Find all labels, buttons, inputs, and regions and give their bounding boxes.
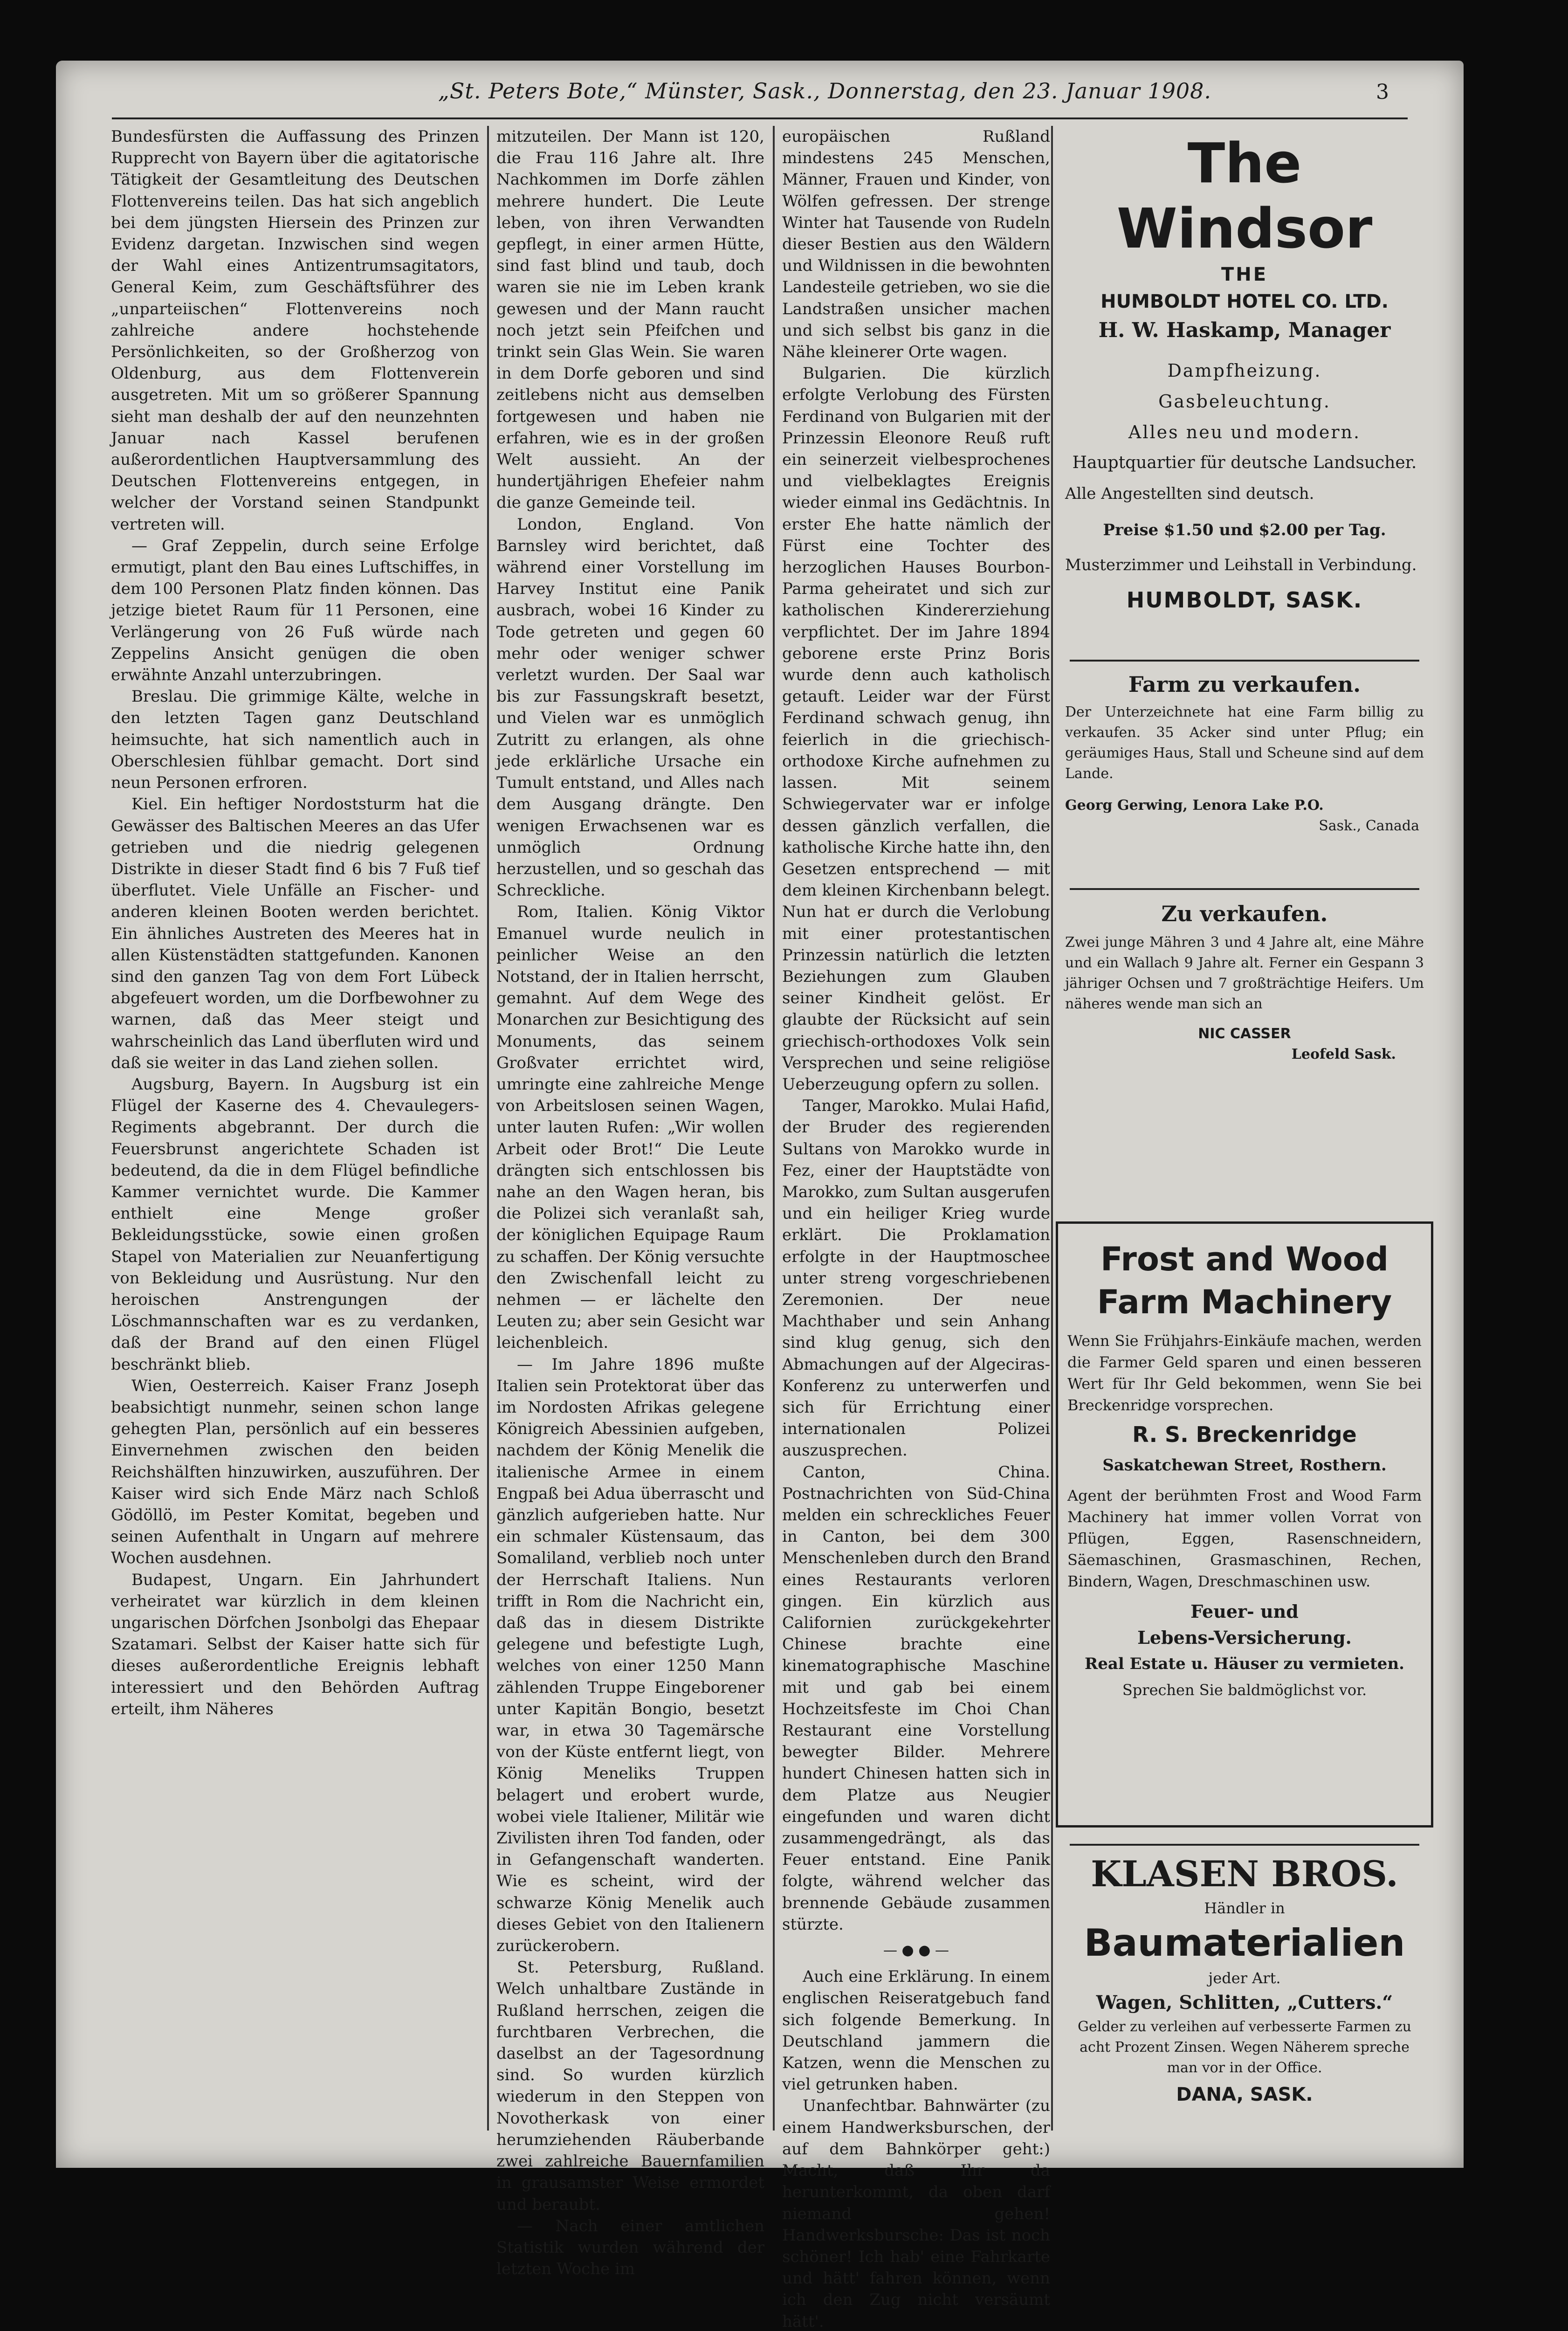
ad-farm-for-sale: [1056, 667, 1433, 881]
article-london: London, England. Von Barnsley wird berichtet, daß während einer Vorstellung im Harvey Institut eine Panik ausbrach, wobei 16 Kinder zu Tode getreten und gegen 60 mehr oder weniger schwer verletzt wurden. Der Saal war bis zur Fassungskraft besetzt, und Vielen war es unmöglich Zutritt zu erlangen, als ohne jede erklärliche Ursache ein Tumult entstand, und Alles nach dem Ausgang drängte. Den wenigen Erwachsenen war es unmöglich Ordnung herzustellen, und so geschah das Schreckliche.: [496, 515, 764, 900]
article-flottenverein: Bundesfürsten die Auffassung des Prinzen Rupprecht von Bayern über die agitatorische Tätigkeit der Gesamtleitung des Deutschen Flottenvereins teilen. Das hat sich angeblich bei dem jüngsten Hiersein des Prinzen zur Evidenz dargetan. Inzwischen sind wegen der Wahl eines Antizentrumsagitators, General Keim, zum Geschäftsführer des „unparteiischen“ Flottenvereins noch zahlreiche andere hochstehende Persönlichkeiten, so der Großherzog von Oldenburg, aus dem Flottenverein ausgetreten. Mit um so größerer Spannung sieht man deshalb der auf den neunzehnten Januar nach Kassel berufenen außerordentlichen Hauptversammlung des Deutschen Flottenvereins entgegen, in welcher der Vorstand seinen Standpunkt vertreten will.: [111, 127, 479, 534]
section-ornament: — ● ● —: [883, 1942, 949, 1959]
article-canton: Canton, China. Postnachrichten von Süd-China melden ein schreckliches Feuer in Canton, bei dem 300 Menschenleben durch den Brand eines Restaurants verloren gingen. Ein kürzlich aus Californien zurückgekehrter Chinese brachte eine kinematographische Maschine mit und gab bei einem Hochzeitsfeste im Choi Chan Restaurant eine Vorstellung bewegter Bilder. Mehrere hundert Chinesen hatten sich in dem Platze aus Neugier eingefunden und waren dicht zusammengedrängt, als das Feuer entstand. Eine Panik folgte, während welcher das brennende Gebäude zusammen stürzte.: [782, 1462, 1050, 1934]
windsor-city: HUMBOLDT, SASK.: [1126, 587, 1363, 613]
frost-dealer-name: R. S. Breckenridge: [1132, 1422, 1357, 1447]
klasen-dealer: Händler in: [1204, 1899, 1285, 1917]
windsor-company: HUMBOLDT HOTEL CO. LTD.: [1100, 291, 1389, 312]
frost-insurance-1: Feuer- und: [1190, 1601, 1299, 1622]
horses-signer-location: Leofeld Sask.: [1291, 1046, 1396, 1062]
frost-text-2: Agent der berühmten Frost and Wood Farm Machinery hat immer vollen Vorrat von Pflügen, Eggen, Rasenschneidern, Säemaschinen, Grasmaschinen, Rechen, Bindern, Wagen, Dreschmaschinen usw.: [1067, 1487, 1422, 1590]
windsor-prices: Preise $1.50 und $2.00 per Tag.: [1103, 521, 1386, 539]
windsor-manager: H. W. Haskamp, Manager: [1098, 318, 1391, 342]
windsor-line-1: Dampfheizung.: [1167, 360, 1322, 381]
klasen-name: KLASEN BROS.: [1091, 1853, 1398, 1895]
article-erklaerung: Auch eine Erklärung. In einem englischen Reiseratgebuch fand sich folgende Bemerkung. In Deutschland jammern die Katzen, wenn die Menschen zu viel getrunken haben.: [782, 1967, 1050, 2094]
article-woelfe: europäischen Rußland mindestens 245 Menschen, Männer, Frauen und Kinder, von Wölfen gefressen. Der strenge Winter hat Tausende von Rudeln dieser Bestien aus den Wäldern und Wildnissen in die bewohnten Landesteile getrieben, wo sie die Landstraßen unsicher machen und sich selbst bis ganz in die Nähe kleinerer Orte wagen.: [782, 127, 1050, 362]
klasen-kind: jeder Art.: [1208, 1969, 1281, 1987]
horses-title: Zu verkaufen.: [1161, 901, 1328, 926]
ads-column: [1056, 117, 1433, 2131]
horses-text: Zwei junge Mähren 3 und 4 Jahre alt, eine Mähre und ein Wallach 9 Jahre alt. Ferner ein Gespann 3 jähriger Ochsen und 7 großträchtige Heifers. Um näheres wende man sich an: [1065, 934, 1424, 1012]
windsor-line-5: Alle Angestellten sind deutsch.: [1065, 484, 1314, 503]
windsor-line-6: Musterzimmer und Leihstall in Verbindung.: [1065, 556, 1417, 574]
column-divider-1: [487, 126, 489, 2131]
ad-divider-3: [1070, 1844, 1419, 1846]
ad-frost-wood: [1056, 1221, 1433, 1828]
column-1: [111, 126, 479, 2131]
column-divider-2: [773, 126, 775, 2131]
article-bulgarien: Bulgarien. Die kürzlich erfolgte Verlobung des Fürsten Ferdinand von Bulgarien mit der Prinzessin Eleonore Reuß ruft ein seinerzeit vielbesprochenes und vielbeklagtes Ereignis wieder einmal ins Gedächtnis. In erster Ehe hatte nämlich der Fürst eine Tochter des herzoglichen Hauses Bourbon-Parma geheiratet und sich zur katholischen Kindererziehung verpflichtet. Der im Jahre 1894 geborene erste Prinz Boris wurde denn auch katholisch getauft. Leider war der Fürst Ferdinand schwach genug, ihn feierlich in die griechisch-orthodoxe Kirche aufnehmen zu lassen. Mit seinem Schwiegervater war er infolge dessen gänzlich verfallen, die katholische Kirche hatte ihn, den Gesetzen entsprechend — mit dem kleinen Kirchenbann belegt. Nun hat er durch die Verlobung mit einer protestantischen Prinzessin natürlich die letzten Beziehungen zum Glauben seiner Kindheit gelöst. Er glaubte der Rücksicht auf sein griechisch-orthodoxes Volk sein Versprechen und seine religiöse Ueberzeugung opfern zu sollen.: [782, 364, 1050, 1094]
column-2: [496, 126, 764, 2279]
article-petersburg: St. Petersburg, Rußland. Welch unhaltbare Zustände in Rußland herrschen, zeigen die furchtbaren Verbrechen, die daselbst an der Tagesordnung sind. So wurden kürzlich wiederum in den Steppen von Novotherkask von einer herumziehenden Räuberbande zwei zahlreiche Bauernfamilien in grausamster Weise ermordet und beraubt.: [496, 1958, 764, 2214]
article-statistik: — Nach einer amtlichen Statistik wurden während der letzten Woche im: [496, 2216, 764, 2279]
klasen-product: Baumaterialien: [1084, 1921, 1405, 1965]
klasen-city: DANA, SASK.: [1176, 2084, 1313, 2105]
frost-real-estate: Real Estate u. Häuser zu vermieten.: [1084, 1655, 1404, 1673]
column-3: [782, 126, 1050, 2331]
farm-signer-location: Sask., Canada: [1319, 818, 1419, 834]
ad-horses-for-sale: [1056, 895, 1433, 1119]
frost-insurance-2: Lebens-Versicherung.: [1137, 1627, 1352, 1648]
article-rom: Rom, Italien. König Viktor Emanuel wurde neulich in peinlicher Weise an den Notstand, der in Italien herrscht, gemahnt. Auf dem Wege des Monarchen zur Besichtigung des Monuments, das seinem Großvater errichtet wird, umringte eine zahlreiche Menge von Arbeitslosen seinen Wagen, unter lauten Rufen: „Wir wollen Arbeit oder Brot!“ Die Leute drängten sich entschlossen bis nahe an den Wagen heran, bis die Polizei sich veranlaßt sah, der königlichen Equipage Raum zu schaffen. Der König versuchte den Zwischenfall leicht zu nehmen — er lächelte den Leuten zu; aber sein Gesicht war leichenbleich.: [496, 903, 764, 1352]
klasen-wagons: Wagen, Schlitten, „Cutters.“: [1096, 1992, 1393, 2014]
header-title: „St. Peters Bote,“ Münster, Sask., Donnerstag, den 23. Januar 1908.: [438, 78, 1211, 103]
article-unanfechtbar: Unanfechtbar. Bahnwärter (zu einem Handwerksburschen, der auf dem Bahnkörper geht:) Macht, daß Ihr da herunterkommt, da oben darf niemand gehen! Handwerksbursche: Das ist noch schöner! Ich hab' eine Fahrkarte und hätt' fahren können, wenn ich den Zug nicht versäumt hätt'.: [782, 2097, 1050, 2331]
article-breslau: Breslau. Die grimmige Kälte, welche in den letzten Tagen ganz Deutschland heimsuchte, hat sich namentlich auch in Oberschlesien fühlbar gemacht. Dort sind neun Personen erfroren.: [111, 687, 479, 793]
ad-divider-2: [1070, 888, 1419, 890]
ad-windsor: [1056, 126, 1433, 657]
article-budapest: Budapest, Ungarn. Ein Jahrhundert verheiratet war kürzlich in dem kleinen ungarischen Dörfchen Jsonbolgi das Ehepaar Szatamari. Selbst der Kaiser hatte sich für dieses außerordentliche Ereignis lebhaft interessiert und den Behörden Auftrag erteilt, ihm Näheres: [111, 1570, 479, 1718]
farm-text: Der Unterzeichnete hat eine Farm billig zu verkaufen. 35 Acker sind unter Pflug; ein geräumiges Haus, Stall und Scheune sind auf dem Lande.: [1065, 704, 1424, 782]
article-kiel: Kiel. Ein heftiger Nordoststurm hat die Gewässer des Baltischen Meeres an das Ufer getrieben und die niedrig gelegenen Distrikte in dieser Stadt find 6 bis 7 Fuß tief überflutet. Viele Unfälle an Fischer- und anderen kleinen Booten werden berichtet. Ein ähnliches Austreten des Meeres hat in allen Küstenstädten stattgefunden. Kanonen sind den ganzen Tag von dem Fort Lübeck abgefeuert worden, um die Dorfbewohner zu warnen, daß das Meer steigt und wahrscheinlich das Land überfluten wird und daß sie weiter in das Land ziehen sollen.: [111, 795, 479, 1072]
windsor-line-2: Gasbeleuchtung.: [1158, 391, 1331, 412]
article-augsburg: Augsburg, Bayern. In Augsburg ist ein Flügel der Kaserne des 4. Chevaulegers-Regiments abgebrannt. Der durch die Feuersbrunst angerichtete Schaden ist bedeutend, da die in dem Flügel befindliche Kammer vernichtet wurde. Die Kammer enthielt eine Menge großer Bekleidungsstücke, sowie einen großen Stapel von Materialien zur Neuanfertigung von Bekleidung und Ausrüstung. Nur den heroischen Anstrengungen der Löschmannschaften war es zu verdanken, daß der Brand auf den einen Flügel beschränkt blieb.: [111, 1075, 479, 1374]
windsor-line-4: Hauptquartier für deutsche Landsucher.: [1072, 453, 1417, 472]
column-divider-3: [1051, 126, 1053, 2131]
frost-closing: Sprechen Sie baldmöglichst vor.: [1122, 1681, 1367, 1699]
running-header: [56, 75, 1464, 107]
frost-title-1: Frost and Wood: [1100, 1240, 1389, 1278]
horses-signer: NIC CASSER: [1198, 1026, 1291, 1042]
frost-title-2: Farm Machinery: [1097, 1283, 1392, 1321]
farm-signer: Georg Gerwing, Lenora Lake P.O.: [1065, 797, 1324, 814]
klasen-text: Gelder zu verleihen auf verbesserte Farmen zu acht Prozent Zinsen. Wegen Näherem spreche man vor in der Office.: [1077, 2019, 1411, 2076]
ad-divider-1: [1070, 660, 1419, 662]
article-budapest-cont: mitzuteilen. Der Mann ist 120, die Frau 116 Jahre alt. Ihre Nachkommen im Dorfe zählen mehrere hundert. Die Leute leben, von ihren Verwandten gepflegt, in einer armen Hütte, sind fast blind und taub, doch waren sie nie im Leben krank gewesen und der Mann raucht noch jetzt sein Pfeifchen und trinkt sein Glas Wein. Sie waren in dem Dorfe geboren und sind zeitlebens nicht aus demselben fortgewesen und haben nie erfahren, wie es in der großen Welt aussieht. An der hundertjährigen Ehefeier nahm die ganze Gemeinde teil.: [496, 127, 764, 512]
frost-address: Saskatchewan Street, Rosthern.: [1102, 1456, 1387, 1475]
windsor-line-3: Alles neu und modern.: [1128, 422, 1361, 442]
page-number: 3: [1376, 80, 1389, 104]
frost-text-1: Wenn Sie Frühjahrs-Einkäufe machen, werden die Farmer Geld sparen und einen besseren Wert für Ihr Geld bekommen, wenn Sie bei Breckenridge vorsprechen.: [1067, 1332, 1422, 1414]
article-tanger: Tanger, Marokko. Mulai Hafid, der Bruder des regierenden Sultans von Marokko wurde in Fez, einer der Hauptstädte von Marokko, zum Sultan ausgerufen und ein heiliger Krieg wurde erklärt. Die Proklamation erfolgte in der Hauptmoschee unter streng vorgeschriebenen Zeremonien. Der neue Machthaber und sein Anhang sind klug genug, sich den Abmachungen auf der Algeciras-Konferenz zu unterwerfen und sich für Errichtung einer internationalen Polizei auszusprechen.: [782, 1097, 1050, 1460]
farm-title: Farm zu verkaufen.: [1128, 672, 1361, 697]
windsor-the: THE: [1221, 264, 1268, 285]
article-wien: Wien, Oesterreich. Kaiser Franz Joseph beabsichtigt nunmehr, seinen schon lange gehegten Plan, persönlich auf ein besseres Einvernehmen zwischen den beiden Reichshälften hinzuwirken, auszuführen. Der Kaiser wird sich Ende März nach Schloß Gödöllö, im Pester Komitat, begeben und seinen Aufenthalt in Ungarn auf mehrere Wochen ausdehnen.: [111, 1376, 479, 1568]
windsor-name: The Windsor: [1116, 131, 1373, 261]
newspaper-page: [56, 61, 1464, 2331]
article-abessinien: — Im Jahre 1896 mußte Italien sein Protektorat über das im Nordosten Afrikas gelegene Königreich Abessinien aufgeben, nachdem der König Menelik die italienische Armee in einem Engpaß bei Adua überrascht und gänzlich aufgerieben hatte. Nur ein schmaler Küstensaum, das Somaliland, verblieb noch unter der Herrschaft Italiens. Nun trifft in Rom die Nachricht ein, daß das in diesem Distrikte gelegene und befestigte Lugh, welches von einer 1250 Mann zählenden Truppe Eingeborener unter Kapitän Bongio, besetzt war, in etwa 30 Tagemärsche von der Küste entfernt liegt, von König Meneliks Truppen belagert und erobert wurde, wobei viele Italiener, Militär wie Zivilisten ihren Tod fanden, oder in Gefangenschaft wanderten. Wie es scheint, wird der schwarze König Menelik auch dieses Gebiet von den Italienern zurückerobern.: [496, 1355, 764, 1956]
article-zeppelin: — Graf Zeppelin, durch seine Erfolge ermutigt, plant den Bau eines Luftschiffes, in dem 100 Personen Platz finden können. Das jetzige bietet Raum für 11 Personen, eine Verlängerung von 26 Fuß würde nach Zeppelins Ansicht genügen die oben erwähnte Anzahl unterzubringen.: [111, 536, 479, 685]
ad-klasen-bros: [1056, 1851, 1433, 2168]
